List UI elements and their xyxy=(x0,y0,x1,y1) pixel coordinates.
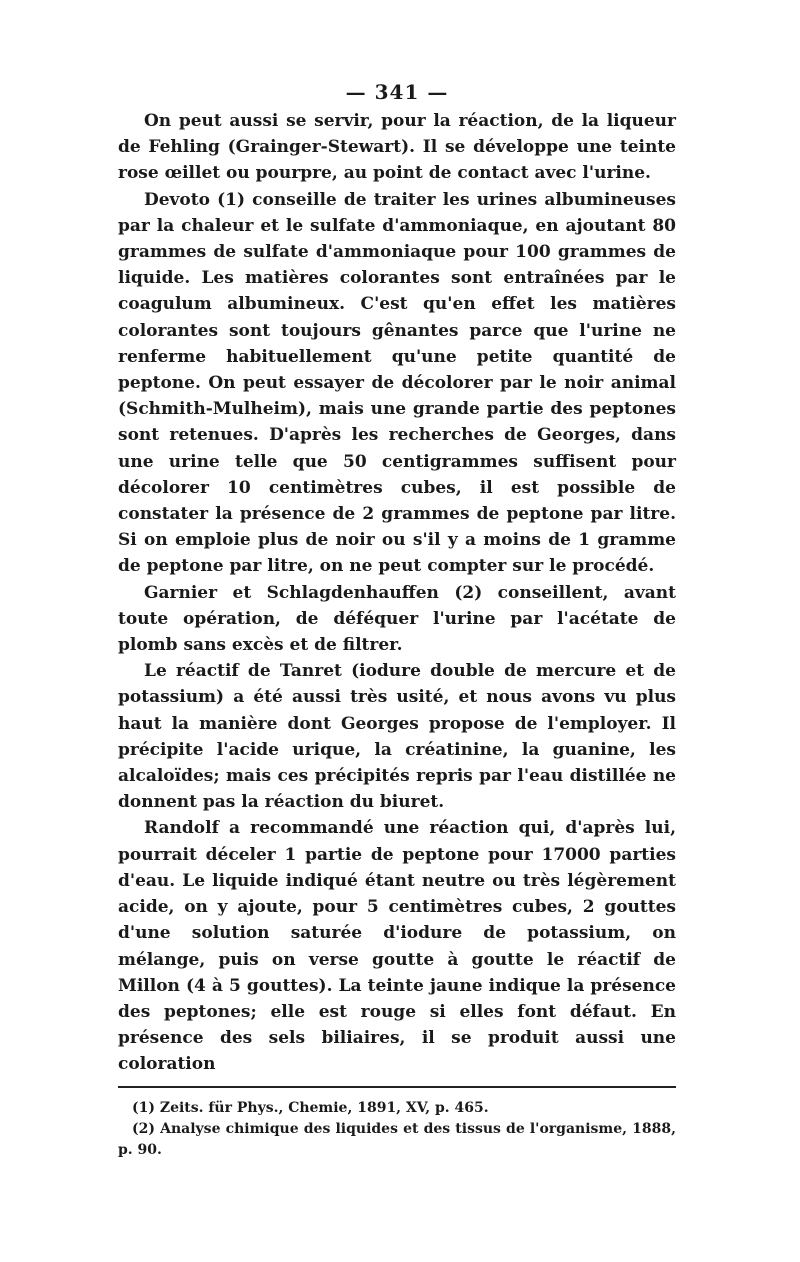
body-text xyxy=(118,108,676,1078)
paragraph-randolf: Randolf a recommandé une réaction qui, d'après lui, pourrait déceler 1 partie de peptone pour 17000 parties d'eau. Le liquide indiqué étant neutre ou très légèrement acide, on y ajoute, pour 5 centimètres cubes, 2 gouttes d'une solution saturée d'iodure de potassium, on mélange, puis on verse goutte à goutte le réactif de Millon (4 à 5 gouttes). La teinte jaune indique la présence des peptones; elle est rouge si elles font défaut. En présence des sels biliaires, il se produit aussi une coloration xyxy=(118,818,676,1075)
book-page xyxy=(118,80,676,1161)
paragraph-fehling: On peut aussi se servir, pour la réaction, de la liqueur de Fehling (Grainger-Stewart). Il se développe une teinte rose œillet ou pourpre, au point de contact avec l'urine. xyxy=(118,111,676,184)
footnote-1: (1) Zeits. für Phys., Chemie, 1891, XV, p. 465. xyxy=(132,1099,489,1116)
paragraph-tanret: Le réactif de Tanret (iodure double de mercure et de potassium) a été aussi très usité, et nous avons vu plus haut la manière dont Georges propose de l'employer. Il précipite l'acide urique, la créatinine, la guanine, les alcaloïdes; mais ces précipités repris par l'eau distillée ne donnent pas la réaction du biuret. xyxy=(118,661,676,813)
footnote-2: (2) Analyse chimique des liquides et des tissus de l'organisme, 1888, p. 90. xyxy=(118,1120,676,1158)
footnote-divider xyxy=(118,1086,676,1088)
footnotes xyxy=(118,1098,676,1161)
page-number: — 341 — xyxy=(345,80,449,104)
paragraph-garnier: Garnier et Schlagdenhauffen (2) conseillent, avant toute opération, de déféquer l'urine par l'acétate de plomb sans excès et de filtrer. xyxy=(118,582,676,656)
paragraph-devoto: Devoto (1) conseille de traiter les urines albumineuses par la chaleur et le sulfate d'ammoniaque, en ajoutant 80 grammes de sulfate d'ammoniaque pour 100 grammes de liquide. Les matières colorantes sont entraînées par le coagulum albumineux. C'est qu'en effet les matières colorantes sont toujours gênantes parce que l'urine ne renferme habituellement qu'une petite quantité de peptone. On peut essayer de décolorer par le noir animal (Schmith-Mulheim), mais une grande partie des peptones sont retenues. D'après les recherches de Georges, dans une urine telle que 50 centigrammes suffisent pour décolorer 10 centimètres cubes, il est possible de constater la présence de 2 grammes de peptone par litre. Si on emploie plus de noir ou s'il y a moins de 1 gramme de peptone par litre, on ne peut compter sur le procédé. xyxy=(118,189,676,577)
